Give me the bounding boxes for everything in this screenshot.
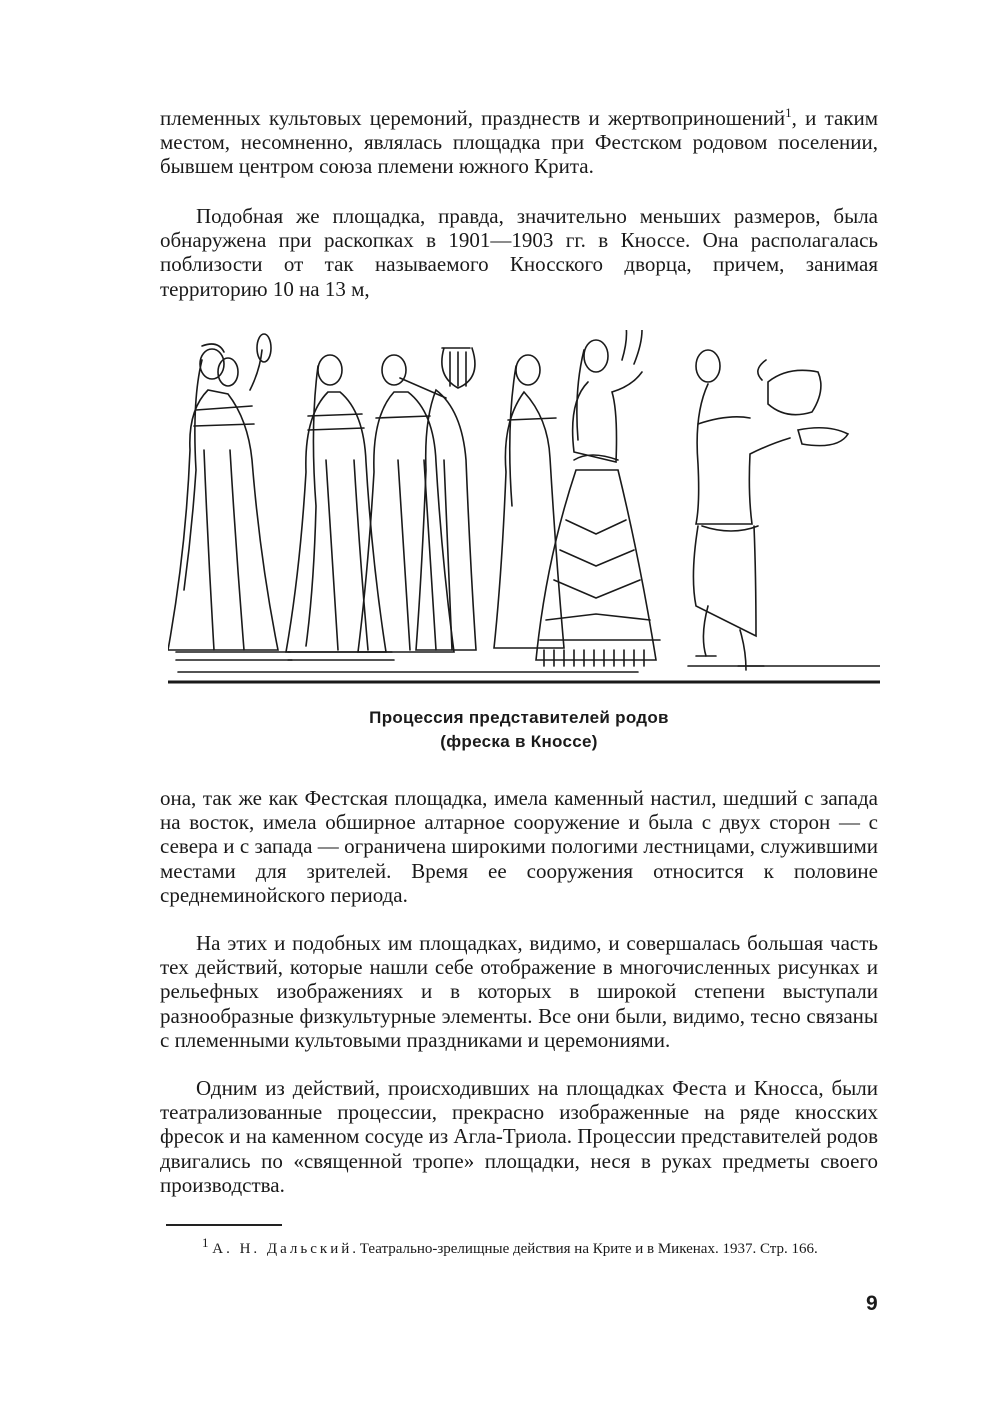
procession-figure-1 <box>168 334 292 660</box>
fresco-procession-illustration <box>168 330 880 690</box>
footnote-ref[interactable]: 1 <box>785 105 792 120</box>
procession-figure-6 <box>536 330 660 666</box>
footnote-divider <box>166 1224 282 1226</box>
figure-caption-line1: Процессия представителей родов <box>369 708 669 727</box>
paragraph-processions: Одним из действий, происходивших на площадках Феста и Кносса, были театрализованные процессии, прекрасно изображенные на ряде кносских фресок и на каменном сосуде из Агла-Триола. Процессии представителей родов двигались по «священной тропе» площадки, неся в руках предметы своего производства. <box>160 1076 878 1197</box>
procession-figure-4 <box>416 348 476 650</box>
paragraph-platform-description: она, так же как Фестская площадка, имела каменный настил, шедший с запада на восток, имела обширное алтарное сооружение и была с двух сторон — с севера и с запада — ограничена широкими пологими лестницами, служившими местами для зрителей. Время ее сооружения относится к половине среднеминойского периода. <box>160 786 878 907</box>
footnote-author: А. Н. Дальский <box>212 1241 353 1257</box>
paragraph-knossos-site: Подобная же площадка, правда, значительно меньших размеров, была обнаружена при раскопках в 1901—1903 гг. в Кноссе. Она располагалась поблизости от так называемого Кносского дворца, причем, занимая территорию 10 на 13 м, <box>160 204 878 301</box>
footnote-text: . Театрально-зрелищные действия на Крите и в Микенах. 1937. Стр. 166. <box>352 1241 818 1257</box>
paragraph-actions-on-platforms: На этих и подобных им площадках, видимо, и совершалась большая часть тех действий, которые нашли себе отображение в многочисленных рисунках и рельефных изображениях и в которых в широкой степени выступали разнообразные физкультурные элементы. Все они были, видимо, тесно связаны с племенными культовыми праздниками и церемониями. <box>160 931 878 1052</box>
paragraph-continuation: племенных культовых церемоний, празднеств и жертвоприношений$^1$, и таким местом, несомненно, являлась площадка при Фестском родовом поселении, бывшем центром союза племени южного Крита. <box>160 105 878 179</box>
procession-figure-3 <box>358 355 454 652</box>
figure-caption-line2: (фреска в Кноссе) <box>440 732 598 751</box>
procession-figure-5 <box>494 355 564 648</box>
footnote-marker: 1 <box>202 1235 209 1250</box>
page-number: 9 <box>866 1292 878 1315</box>
procession-figure-2 <box>286 355 394 660</box>
footnote <box>166 1235 878 1259</box>
procession-figure-7 <box>693 350 848 670</box>
